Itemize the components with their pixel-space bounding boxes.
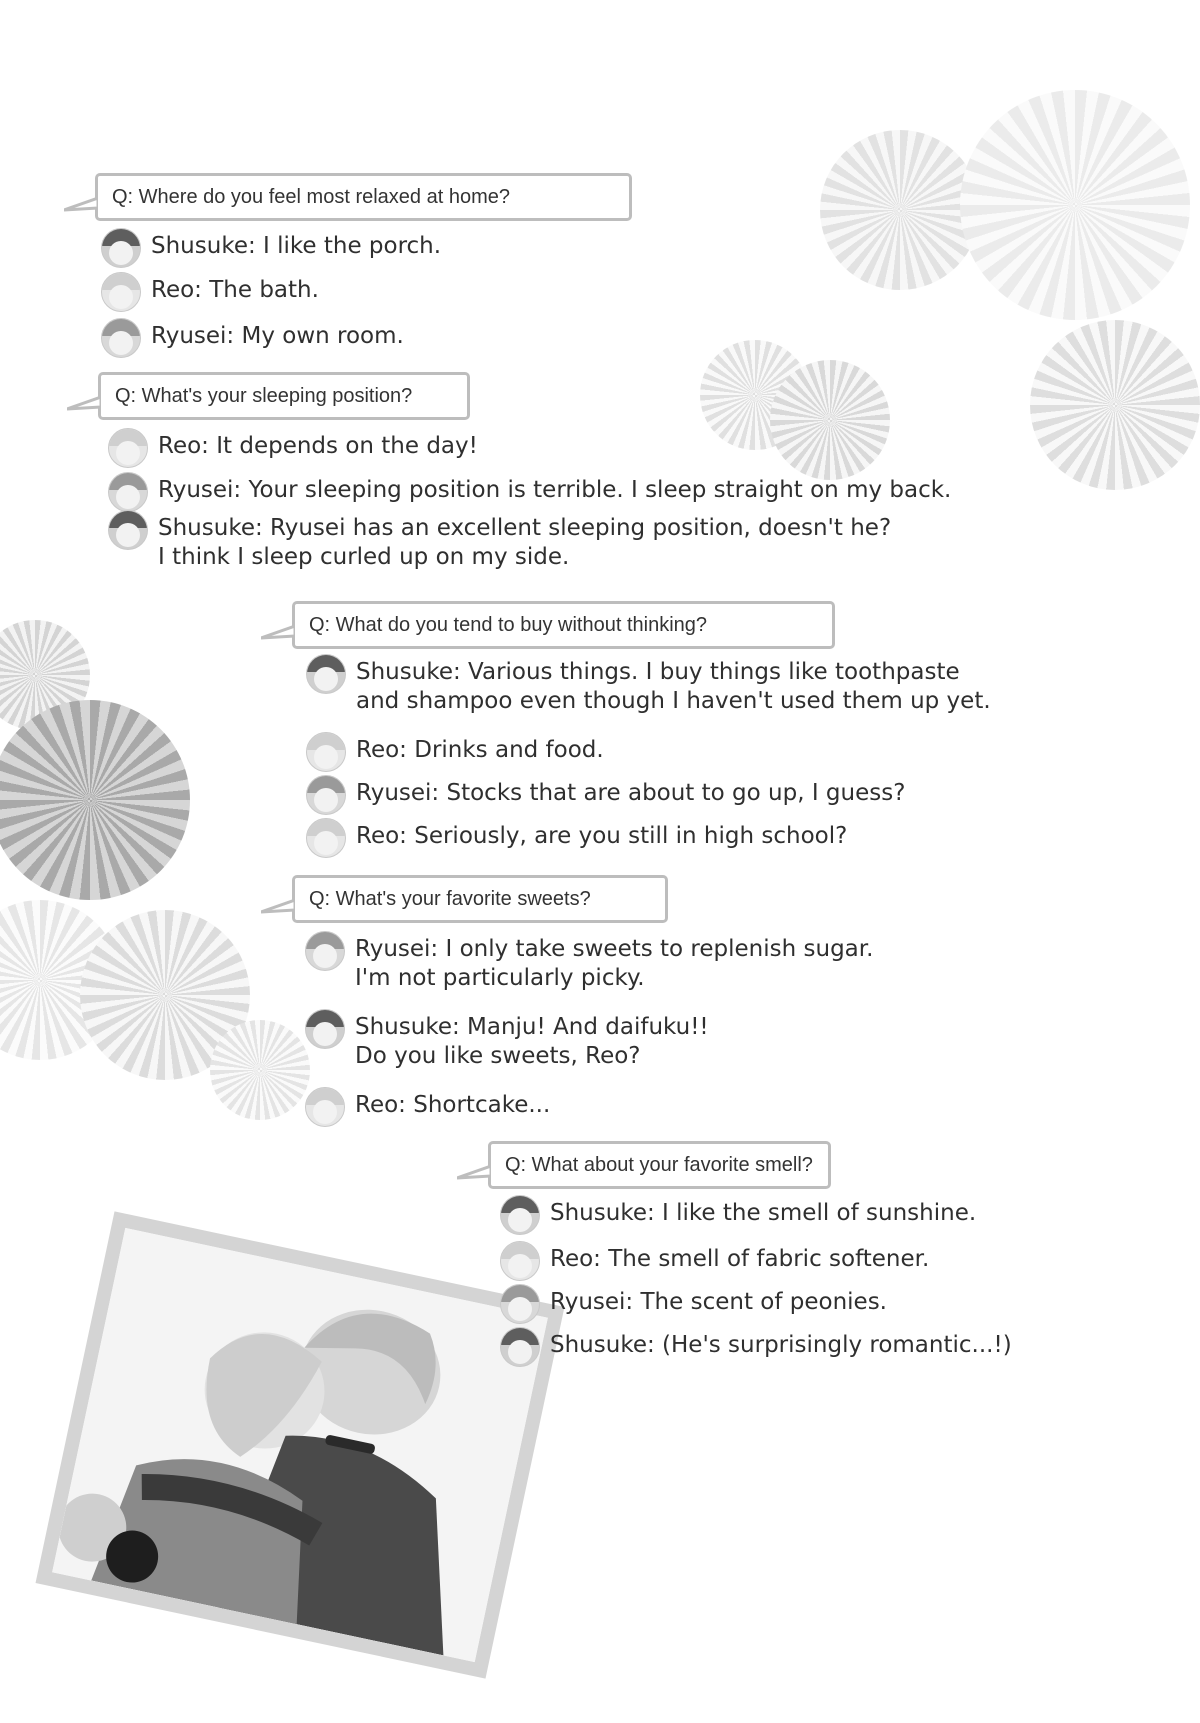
answer-text: Reo: Seriously, are you still in high school? bbox=[356, 823, 848, 849]
answer-line bbox=[101, 276, 319, 312]
shusuke-avatar-icon bbox=[500, 1327, 540, 1367]
ryusei-avatar-icon bbox=[500, 1284, 540, 1324]
shusuke-avatar-icon bbox=[500, 1195, 540, 1235]
question-bubble bbox=[95, 173, 632, 221]
ryusei-avatar-icon bbox=[108, 472, 148, 512]
answer-text: Reo: Shortcake... bbox=[355, 1092, 551, 1118]
answer-text: I'm not particularly picky. bbox=[355, 965, 645, 991]
answer-text: Shusuke: Various things. I buy things like toothpaste bbox=[356, 659, 960, 685]
answer-text: Ryusei: I only take sweets to replenish sugar. bbox=[355, 936, 874, 962]
answer-text: Ryusei: Stocks that are about to go up, I guess? bbox=[356, 780, 906, 806]
answer-text: I think I sleep curled up on my side. bbox=[158, 544, 570, 570]
question-text: Q: Where do you feel most relaxed at home? bbox=[112, 185, 510, 208]
reo-avatar-icon bbox=[500, 1241, 540, 1281]
question-text: Q: What's your favorite sweets? bbox=[309, 887, 591, 910]
reo-avatar-icon bbox=[306, 732, 346, 772]
answer-line bbox=[101, 322, 404, 358]
flower-icon bbox=[960, 90, 1190, 320]
answer-line bbox=[500, 1199, 976, 1235]
reo-avatar-icon bbox=[101, 272, 141, 312]
answer-line bbox=[305, 1013, 709, 1071]
shusuke-avatar-icon bbox=[305, 1009, 345, 1049]
answer-text: Ryusei: The scent of peonies. bbox=[550, 1289, 887, 1315]
ryusei-avatar-icon bbox=[101, 318, 141, 358]
reo-avatar-icon bbox=[306, 818, 346, 858]
ryusei-avatar-icon bbox=[306, 775, 346, 815]
answer-line bbox=[108, 514, 891, 572]
answer-line bbox=[306, 779, 905, 815]
answer-line bbox=[306, 822, 847, 858]
answer-line bbox=[500, 1288, 887, 1324]
question-text: Q: What's your sleeping position? bbox=[115, 384, 413, 407]
question-text: Q: What do you tend to buy without thinking? bbox=[309, 613, 708, 636]
question-bubble bbox=[98, 372, 470, 420]
answer-text: Shusuke: I like the smell of sunshine. bbox=[550, 1200, 977, 1226]
flower-icon bbox=[820, 130, 980, 290]
question-text: Q: What about your favorite smell? bbox=[505, 1153, 813, 1176]
speech-tail-icon bbox=[67, 395, 101, 411]
ryusei-avatar-icon bbox=[305, 931, 345, 971]
question-bubble bbox=[488, 1141, 831, 1189]
shusuke-avatar-icon bbox=[306, 654, 346, 694]
flower-icon bbox=[770, 360, 890, 480]
flower-icon bbox=[1030, 320, 1200, 490]
shusuke-avatar-icon bbox=[101, 228, 141, 268]
shusuke-avatar-icon bbox=[108, 510, 148, 550]
answer-line bbox=[500, 1331, 1012, 1367]
speech-tail-icon bbox=[64, 196, 98, 212]
question-bubble bbox=[292, 875, 668, 923]
answer-text: Ryusei: Your sleeping position is terrible. I sleep straight on my back. bbox=[158, 477, 952, 503]
speech-tail-icon bbox=[261, 898, 295, 914]
answer-line bbox=[108, 476, 951, 512]
speech-tail-icon bbox=[261, 624, 295, 640]
illustration-frame bbox=[36, 1211, 565, 1678]
flower-icon bbox=[0, 700, 190, 900]
answer-text: Ryusei: My own room. bbox=[151, 323, 404, 349]
answer-text: and shampoo even though I haven't used them up yet. bbox=[356, 688, 991, 714]
answer-line bbox=[305, 1091, 550, 1127]
answer-line bbox=[101, 232, 441, 268]
answer-line bbox=[108, 432, 478, 468]
answer-text: Shusuke: I like the porch. bbox=[151, 233, 442, 259]
answer-text: Reo: The smell of fabric softener. bbox=[550, 1246, 930, 1272]
answer-line bbox=[306, 658, 991, 716]
answer-line bbox=[305, 935, 873, 993]
flower-icon bbox=[210, 1020, 310, 1120]
reo-avatar-icon bbox=[108, 428, 148, 468]
answer-text: Shusuke: Ryusei has an excellent sleeping position, doesn't he? bbox=[158, 515, 892, 541]
answer-line bbox=[500, 1245, 929, 1281]
answer-text: Shusuke: (He's surprisingly romantic...!) bbox=[550, 1332, 1012, 1358]
answer-text: Do you like sweets, Reo? bbox=[355, 1043, 641, 1069]
answer-text: Reo: It depends on the day! bbox=[158, 433, 478, 459]
answer-text: Reo: The bath. bbox=[151, 277, 319, 303]
answer-text: Shusuke: Manju! And daifuku!! bbox=[355, 1014, 709, 1040]
answer-line bbox=[306, 736, 604, 772]
answer-text: Reo: Drinks and food. bbox=[356, 737, 604, 763]
speech-tail-icon bbox=[457, 1164, 491, 1180]
couple-illustration bbox=[52, 1228, 548, 1662]
question-bubble bbox=[292, 601, 835, 649]
reo-avatar-icon bbox=[305, 1087, 345, 1127]
